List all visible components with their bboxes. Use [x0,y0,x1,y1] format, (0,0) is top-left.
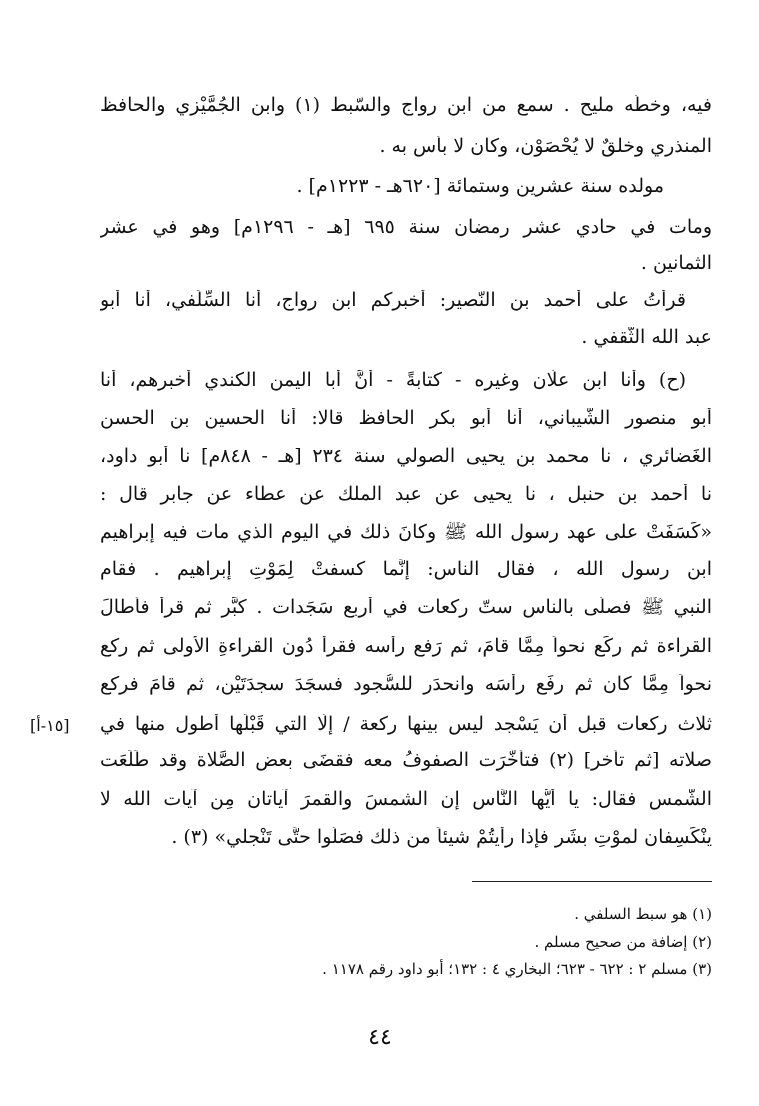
death-line: ومات في حادي عشر رمضان سنة ٦٩٥ [هـ - ١٢٩٦م] وهو في عشر [100,217,712,238]
footnote-3: (٣) مسلم ٢ : ٦٢٢ - ٦٢٣؛ البخاري ٤ : ١٣٢؛ أبو داود رقم ١١٧٨ . [322,960,712,978]
manuscript-folio-marker: [١٥-أ] [30,716,70,735]
isnad-line-1: قرأتُ على أحمد بن النّصير: أخبركم ابن رواج، أنا السِّلَفي، أنا أبو [100,290,686,311]
body-line-1: فيه، وخطُّه مليح . سمع من ابن رواج والسّبط (١) وابن الجُمَّيْزي والحافظ [100,95,712,116]
isnad-line-4: أبو منصور الشَّيباني، أنا أبو بكر الحافظ قالا: أنا الحسين بن الحسن [100,408,712,429]
birth-line: مولده سنة عشرين وستمائة [٦٢٠هـ - ١٢٢٣م] . [296,176,664,197]
footnote-separator [472,881,712,882]
hadith-line-8: الشَّمس فقال: يا أيُّها النَّاس إن الشمسَ والقمرَ آياتان مِن آيات الله لا [100,789,712,810]
hadith-line-1: «كَسَفَتْ على عهد رسول الله ﷺ وكانَ ذلك في اليوم الذي مات فيه إبراهيم [100,522,712,543]
hadith-line-3: النبي ﷺ فصلّى بالناس ستّ ركعات في أربع سَجَدات . كبَّر ثم قرأ فأطالَ [100,597,712,618]
body-line-5: الثمانين . [640,253,712,274]
hadith-line-7: صلاته [ثم تأخر] (٢) فتأخَّرَت الصفوفُ معه فقضَى بعض الصَّلاة وقد طَلَعَت [100,750,712,771]
body-line-2: المنذري وخلقٌ لا يُحْصَوْن، وكان لا بأس به . [379,136,712,157]
isnad-line-5: الغَضائري ، نا محمد بن يحيى الصولي سنة ٢٣٤ [هـ - ٨٤٨م] نا أبو داود، [100,446,712,467]
footnote-1: (١) هو سبط السلفي . [574,905,712,923]
hadith-line-5: نحواً مِمَّا كان ثم رفَع رأسَه وانحدَر للسُّجود فسجَدَ سجدَتَيْن، ثم قامَ فركع [100,674,712,695]
isnad-line-6: نا أحمد بن حنبل ، نا يحيى عن عبد الملك عن عطاء عن جابر قال : [100,484,712,505]
hadith-line-6: ثلاث ركعات قبل أن يَسْجد ليس بينها ركعة / إلَّا التي قَبْلَها أطول منها في [100,714,712,735]
page-number: ٤٤ [368,1025,392,1050]
isnad-line-2: عبد الله الثَّقفي . [581,327,712,348]
footnote-2: (٢) إضافة من صحيح مسلم . [534,933,712,951]
hadith-line-9: ينْكَسِفان لموْتِ بشَر فإذا رأيتُمْ شيئاً من ذلك فصَلُّوا حتَّى تَنْجلي» (٣) . [171,827,712,848]
isnad-line-3: (ح) وأنا ابن علّان وغيره - كتابةً - أنَّ أبا اليمن الكندي أخبرهم، أنا [100,370,686,391]
hadith-line-4: القراءة ثم ركَع نحواً مِمَّا قامَ، ثم رَفع رأسه فقرأ دُون القراءةِ الأُولى ثم ركع [100,636,712,657]
hadith-line-2: ابن رسول الله ، فقال الناس: إنَّما كسفتْ لِمَوْتِ إبراهيم . فقام [100,559,712,580]
